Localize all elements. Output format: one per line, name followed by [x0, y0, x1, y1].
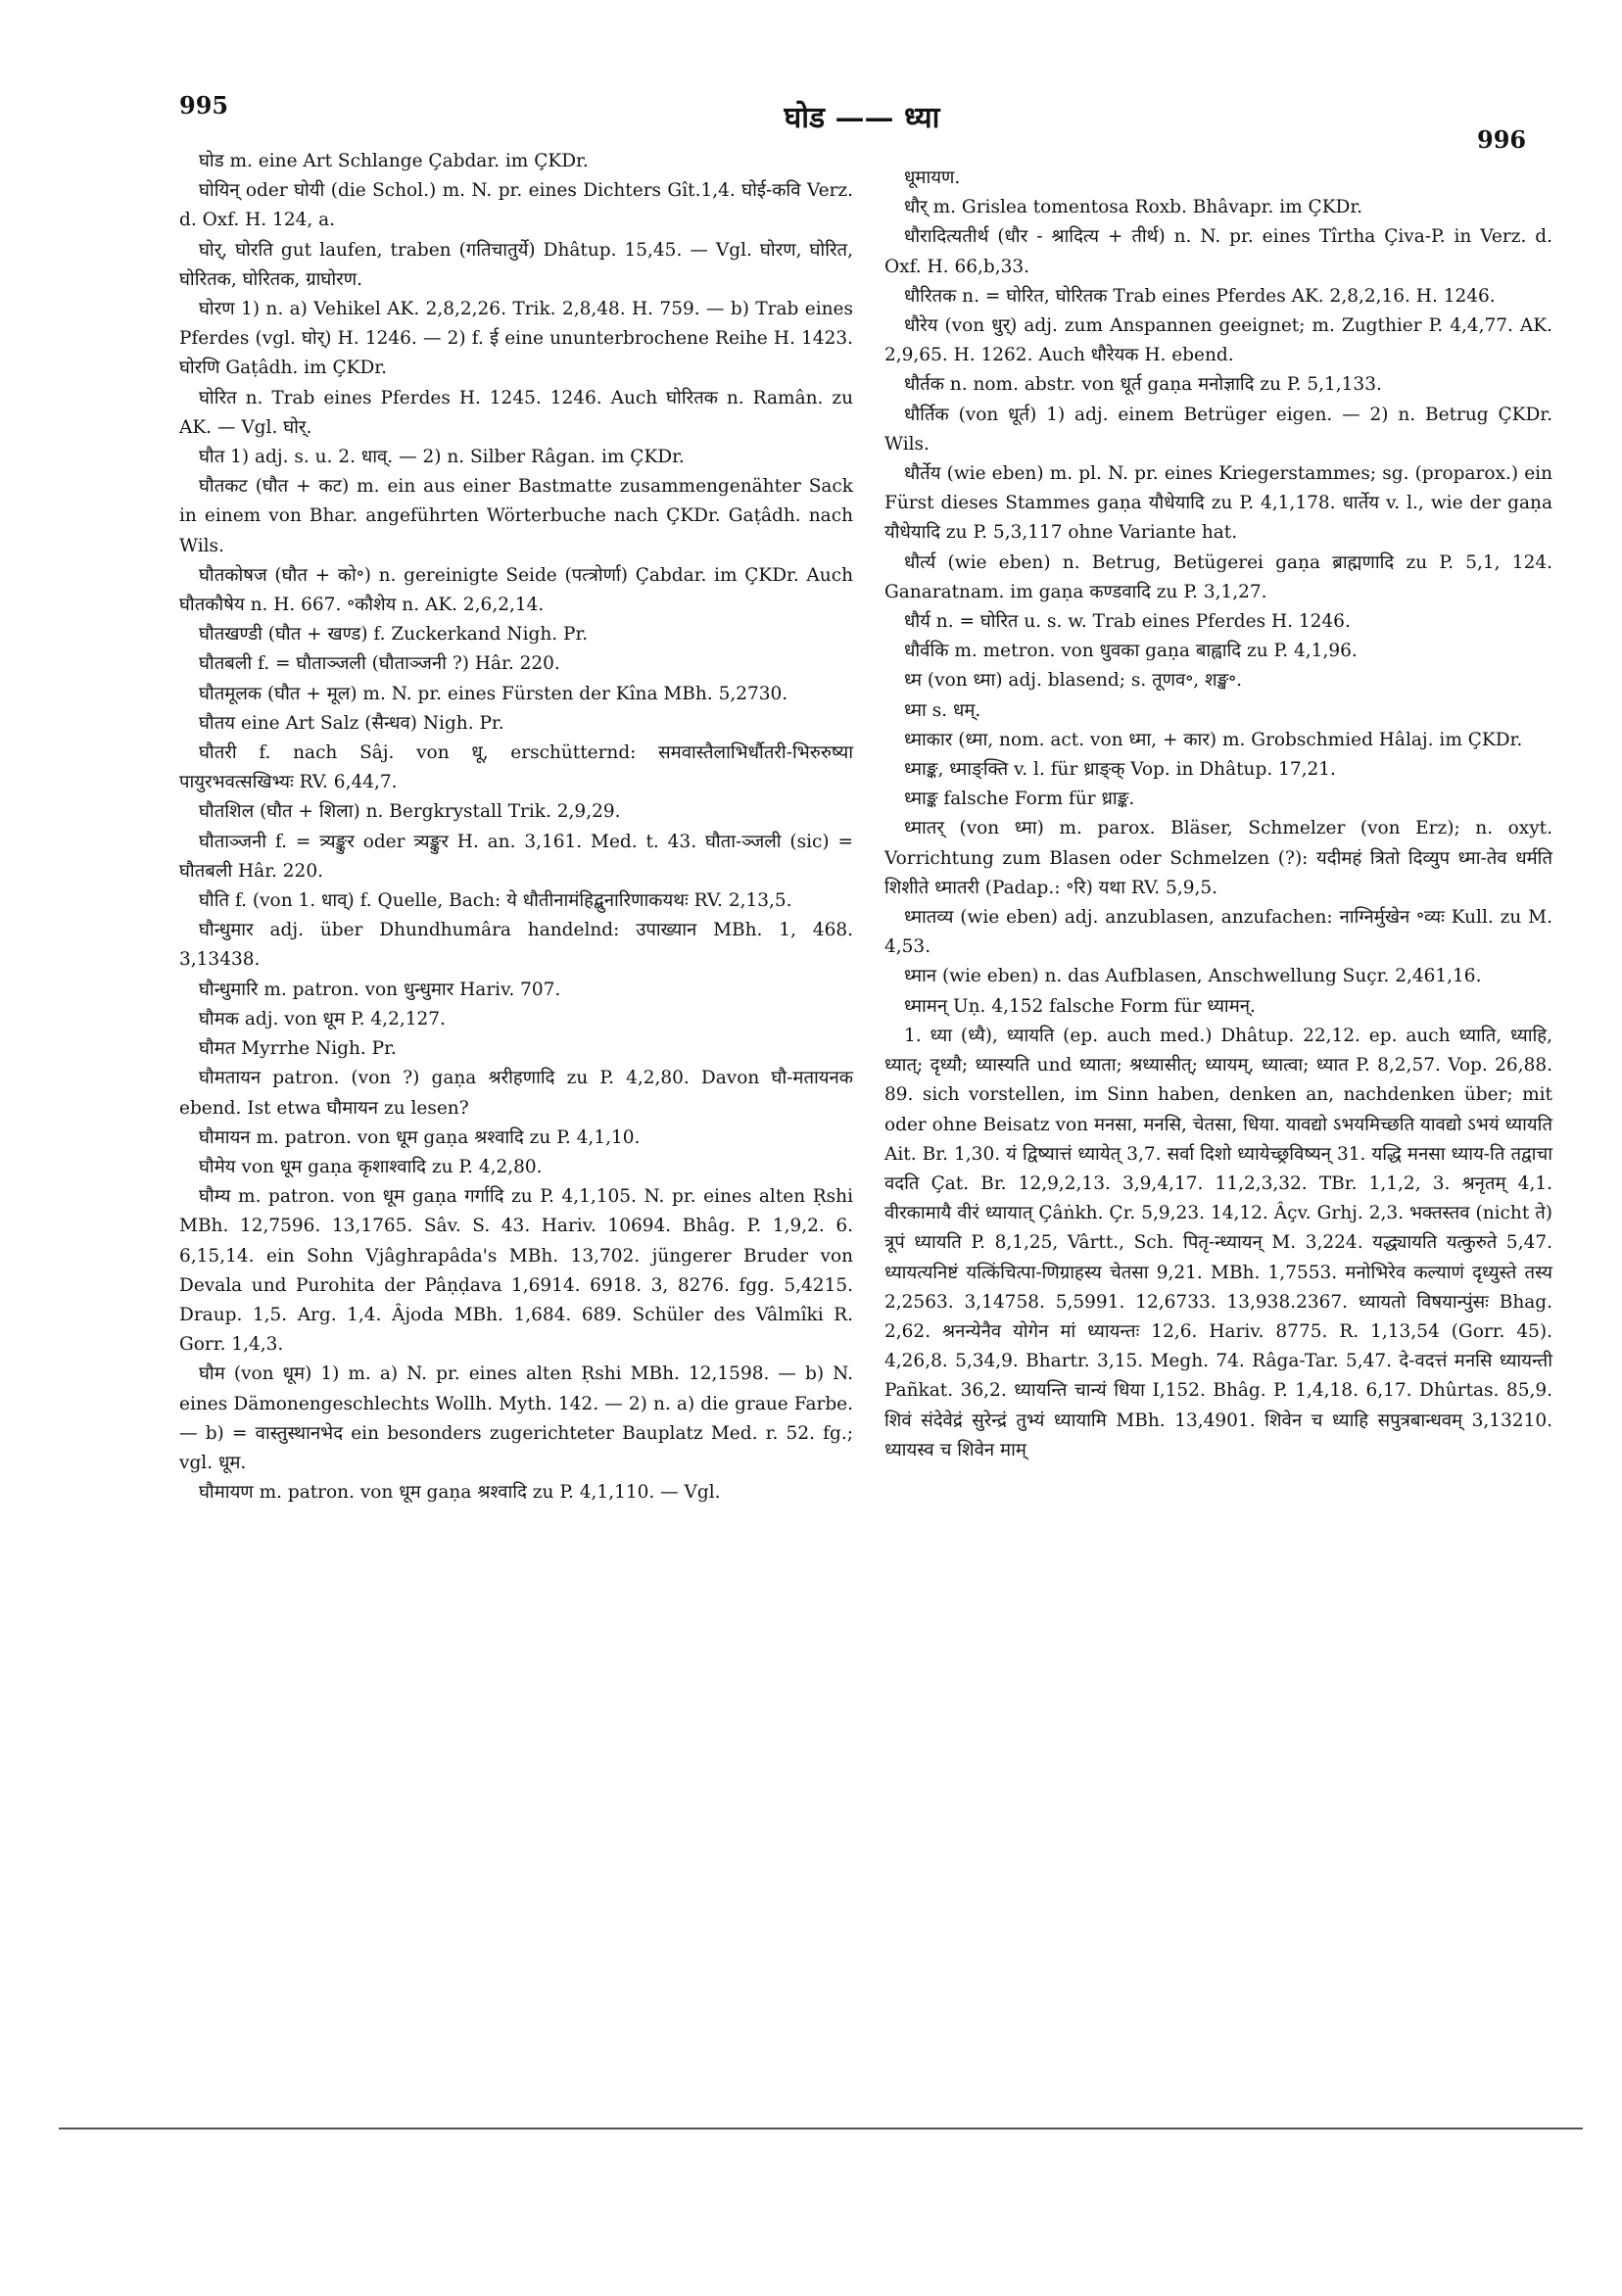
dictionary-entry: ध्माकार (ध्मा, nom. act. von ध्मा, + कार) m. Grobschmied Hâlaj. im ÇKDr. — [904, 729, 1523, 750]
page-number-left: 995 — [179, 91, 229, 120]
right-column — [884, 164, 1552, 1465]
running-headword: घोड —— ध्या — [784, 101, 940, 135]
dictionary-entry: धौर्वकि m. metron. von धुवका gaṇa बाह्वादि zu P. 4,1,96. — [904, 641, 1358, 662]
dictionary-entry: घौतमूलक (घौत + मूल) m. N. pr. eines Fürsten der Kîna MBh. 5,2730. — [199, 683, 788, 704]
dictionary-entry: धौरादित्यतीर्थ (धौर - श्रादित्य + तीर्थ) n. N. pr. eines Tîrtha Çiva-P. in Verz. d. Oxf. H. 66,b,33. — [884, 226, 1552, 277]
dictionary-entry: घौतय eine Art Salz (सैन्धव) Nigh. Pr. — [199, 712, 504, 734]
dictionary-entry: धूमायण. — [904, 167, 961, 188]
dictionary-entry: ध्मा s. धम्. — [904, 699, 981, 721]
dictionary-entry: घौम्य m. patron. von धूम gaṇa गर्गादि zu P. 4,1,105. N. pr. eines alten Ṛshi MBh. 12,7596. 13,1765. Sâv. S. 43. Hariv. 10694. Bhâg. P. 1,9,2. 6. 6,15,14. ein Sohn Vjâghrapâda's MBh. 13,702. jüngerer Bruder von Devala und Purohita der Pâṇḍava 1,6914. 6918. 3, 8276. fgg. 5,4215. Draup. 1,5. Arg. 1,4. Âjoda MBh. 1,684. 689. Schüler des Vâlmîki R. Gorr. 1,4,3. — [179, 1186, 853, 1356]
dictionary-entry: घौमेय von धूम gaṇa कृशाश्वादि zu P. 4,2,80. — [199, 1156, 543, 1177]
dictionary-entry: ध्मातर् (von ध्मा) m. parox. Bläser, Schmelzer (von Erz); n. oxyt. Vorrichtung zum Blasen oder Schmelzen (?): यदीमहं त्रितो दिव्युप ध्मा-तेव धर्मति शिशीते ध्मातरी (Padap.: ॰रि) यथा RV. 5,9,5. — [884, 818, 1552, 898]
dictionary-entry: घौतशिल (घौत + शिला) n. Bergkrystall Trik. 2,9,29. — [199, 801, 621, 823]
dictionary-entry: घौतरी f. nach Sâj. von धू, erschütternd: समवास्तैलाभिर्धौतरी-भिरुरुष्या पायुरभवत्सखिभ्यः RV. 6,44,7. — [179, 742, 853, 793]
dictionary-entry: धौर्तक n. nom. abstr. von धूर्त gaṇa मनोज्ञादि zu P. 5,1,133. — [904, 374, 1382, 396]
dictionary-entry: ध्माङ्क falsche Form für ध्राङ्क. — [904, 789, 1135, 810]
dictionary-entry: घौन्धुमार adj. über Dhundhumâra handelnd: उपाख्यान MBh. 1, 468. 3,13438. — [179, 920, 853, 971]
left-column — [179, 147, 853, 1507]
dictionary-entry: ध्मान (wie eben) n. das Aufblasen, Anschwellung Suçr. 2,461,16. — [904, 966, 1482, 987]
dictionary-entry: घौति f. (von 1. धाव्) f. Quelle, Bach: ये धौतीनामंहिद्बुनारिणाकयथः RV. 2,13,5. — [199, 890, 792, 912]
dictionary-entry: ध्मातव्य (wie eben) adj. anzublasen, anzufachen: नाग्निर्मुखेन ॰व्यः Kull. zu M. 4,53. — [884, 907, 1552, 958]
dictionary-entry: घौम (von धूम) 1) m. a) N. pr. eines alten Ṛshi MBh. 12,1598. — b) N. eines Dämonengeschlechts Wollh. Myth. 142. — 2) n. a) die graue Farbe. — b) = वास्तुस्थानभेद ein besonders zugerichteter Bauplatz Med. r. 52. fg.; vgl. धूम. — [179, 1363, 853, 1473]
dictionary-entry: ध्माङ्क, ध्माङ्क्ति v. l. für ध्राङ्क् Vop. in Dhâtup. 17,21. — [904, 759, 1336, 781]
dictionary-entry: घोरित n. Trab eines Pferdes H. 1245. 1246. Auch घोरितक n. Ramân. zu AK. — Vgl. घोर्. — [179, 387, 853, 438]
dictionary-entry: धौर्य n. = घोरित u. s. w. Trab eines Pferdes H. 1246. — [904, 611, 1351, 633]
page-number-right: 996 — [1477, 125, 1527, 154]
dictionary-entry: घौताञ्जनी f. = त्र्यङ्कुर oder त्र्यङ्कुर H. an. 3,161. Med. t. 43. घौता-ञ्जली (sic) = घौतबली Hâr. 220. — [179, 831, 853, 882]
dictionary-entry: घौमतायन patron. (von ?) gaṇa श्ररीहणादि zu P. 4,2,80. Davon घौ-मतायनक ebend. Ist etwa घौमायन zu lesen? — [179, 1068, 853, 1119]
dictionary-entry: घोड m. eine Art Schlange Çabdar. im ÇKDr. — [199, 151, 589, 171]
dictionary-entry: ध्मामन् Uṇ. 4,152 falsche Form für ध्यामन्. — [904, 995, 1256, 1017]
dictionary-entry: धौरितक n. = घोरित, घोरितक Trab eines Pferdes AK. 2,8,2,16. H. 1246. — [904, 285, 1496, 307]
dictionary-entry: धौरेय (von धुर्) adj. zum Anspannen geeignet; m. Zugthier P. 4,4,77. AK. 2,9,65. H. 1262. Auch धौरेयक H. ebend. — [884, 315, 1552, 366]
dictionary-entry: घौमत Myrrhe Nigh. Pr. — [199, 1038, 397, 1060]
dictionary-entry: घौन्धुमारि m. patron. von धुन्धुमार Hariv. 707. — [199, 979, 561, 1000]
dictionary-entry: घौत 1) adj. s. u. 2. धाव्. — 2) n. Silber Râgan. im ÇKDr. — [199, 447, 685, 468]
dictionary-entry: धौर् m. Grislea tomentosa Roxb. Bhâvapr. im ÇKDr. — [904, 197, 1363, 218]
dictionary-entry: घौमायन m. patron. von धूम gaṇa श्रश्वादि zu P. 4,1,10. — [199, 1126, 641, 1148]
dictionary-entry: धौर्तिक (von धूर्त) 1) adj. einem Betrüger eigen. — 2) n. Betrug ÇKDr. Wils. — [884, 404, 1552, 454]
dictionary-entry: घोयिन् oder घोयी (die Schol.) m. N. pr. eines Dichters Gît.1,4. घोई-कवि Verz. d. Oxf. H. 124, a. — [179, 180, 853, 231]
dictionary-entry: घोर्, घोरति gut laufen, traben (गतिचातुर्ये) Dhâtup. 15,45. — Vgl. घोरण, घोरित, घोरितक, घोरितक, ग्राघोरण. — [179, 239, 853, 290]
dictionary-entry: धौर्तेय (wie eben) m. pl. N. pr. eines Kriegerstammes; sg. (proparox.) ein Fürst dieses Stammes gaṇa यौधेयादि zu P. 4,1,178. धार्तेय v. l., wie der gaṇa यौधेयादि zu P. 5,3,117 ohne Variante hat. — [884, 463, 1552, 544]
dictionary-entry: घौतखण्डी (घौत + खण्ड) f. Zuckerkand Nigh. Pr. — [199, 624, 589, 646]
dictionary-entry: घौमायण m. patron. von धूम gaṇa श्रश्वादि zu P. 4,1,110. — Vgl. — [199, 1482, 721, 1504]
dictionary-entry: धौर्त्य (wie eben) n. Betrug, Betügerei gaṇa ब्राह्मणादि zu P. 5,1, 124. Ganaratnam. im gaṇa कण्डवादि zu P. 3,1,27. — [884, 551, 1552, 602]
dictionary-entry: घौतकोषज (घौत + को॰) n. gereinigte Seide (पत्त्रोर्णा) Çabdar. im ÇKDr. Auch घौतकौषेय n. H. 667. ॰कौशेय n. AK. 2,6,2,14. — [179, 564, 853, 616]
dictionary-entry: घौमक adj. von धूम P. 4,2,127. — [199, 1008, 446, 1029]
dictionary-entry: ध्म (von ध्मा) adj. blasend; s. तूणव॰, शङ्ख॰. — [904, 670, 1243, 692]
dictionary-entry: घौतबली f. = घौताञ्जली (घौताञ्जनी ?) Hâr. 220. — [199, 653, 560, 675]
dictionary-entry: घौतकट (घौत + कट) m. ein aus einer Bastmatte zusammengenähter Sack in einem von Bhar. angeführten Wörterbuche nach ÇKDr. Gaṭâdh. nach Wils. — [179, 476, 853, 556]
bottom-rule — [59, 2128, 1583, 2129]
dictionary-entry: 1. ध्या (ध्यै), ध्यायति (ep. auch med.) Dhâtup. 22,12. ep. auch ध्याति, ध्याहि, ध्यात्; दृध्यौ; ध्यास्यति und ध्याता; श्रध्यासीत्; ध्यायम्, ध्यात्वा; ध्यात P. 8,2,57. Vop. 26,88. 89. sich vorstellen, im Sinn haben, denken an, nachdenken über; mit oder ohne Beisatz von मनसा, मनसि, चेतसा, धिया. यावद्यो ऽभयमिच्छति यावद्यो ऽभयं ध्यायति Ait. Br. 1,30. यं द्विष्यात्तं ध्यायेत् 3,7. सर्वा दिशो ध्यायेच्छ्रविष्यन् 31. यद्धि मनसा ध्याय-ति तद्वाचा वदति Çat. Br. 12,9,2,13. 3,9,4,17. 11,2,3,32. TBr. 1,1,2, 3. श्रनृतम् 4,1. वीरकामायै वीरं ध्यायात् Çâṅkh. Çr. 5,9,23. 14,12. Âçv. Grhj. 2,3. भक्तस्तव (nicht ते) त्रूपं ध्यायति P. 8,1,25, Vârtt., Sch. पितृ-न्ध्यायन् M. 3,224. यद्ध्यायति यत्कुरुते 5,47. ध्यायत्यनिष्टं यत्किंचित्पा-णिग्राहस्य चेतसा 9,21. MBh. 1,7553. मनोभिरेव कल्याणं दृध्युस्ते तस्य 2,2563. 3,14758. 5,5991. 12,6733. 13,938.2367. ध्यायतो विषयान्पुंसः Bhag. 2,62. श्रनन्येनैव योगेन मां ध्यायन्तः 12,6. Hariv. 8775. R. 1,13,54 (Gorr. 45). 4,26,8. 5,34,9. Bhartr. 3,15. Megh. 74. Râga-Tar. 5,47. दे-वदत्तं मनसि ध्यायन्ती Pañkat. 36,2. ध्यायन्ति चान्यं धिया I,152. Bhâg. P. 1,4,18. 6,17. Dhûrtas. 85,9. शिवं संदेवेद्रं सुरेन्द्रं तुभ्यं ध्यायामि MBh. 13,4901. शिवेन च ध्याहि सपुत्रबान्धवम् 3,13210. ध्यायस्व च शिवेन माम् — [884, 1025, 1552, 1460]
dictionary-entry: घोरण 1) n. a) Vehikel AK. 2,8,2,26. Trik. 2,8,48. H. 759. — b) Trab eines Pferdes (vgl. घोर्) H. 1246. — 2) f. ई eine ununterbrochene Reihe H. 1423. घोरणि Gaṭâdh. im ÇKDr. — [179, 299, 853, 379]
